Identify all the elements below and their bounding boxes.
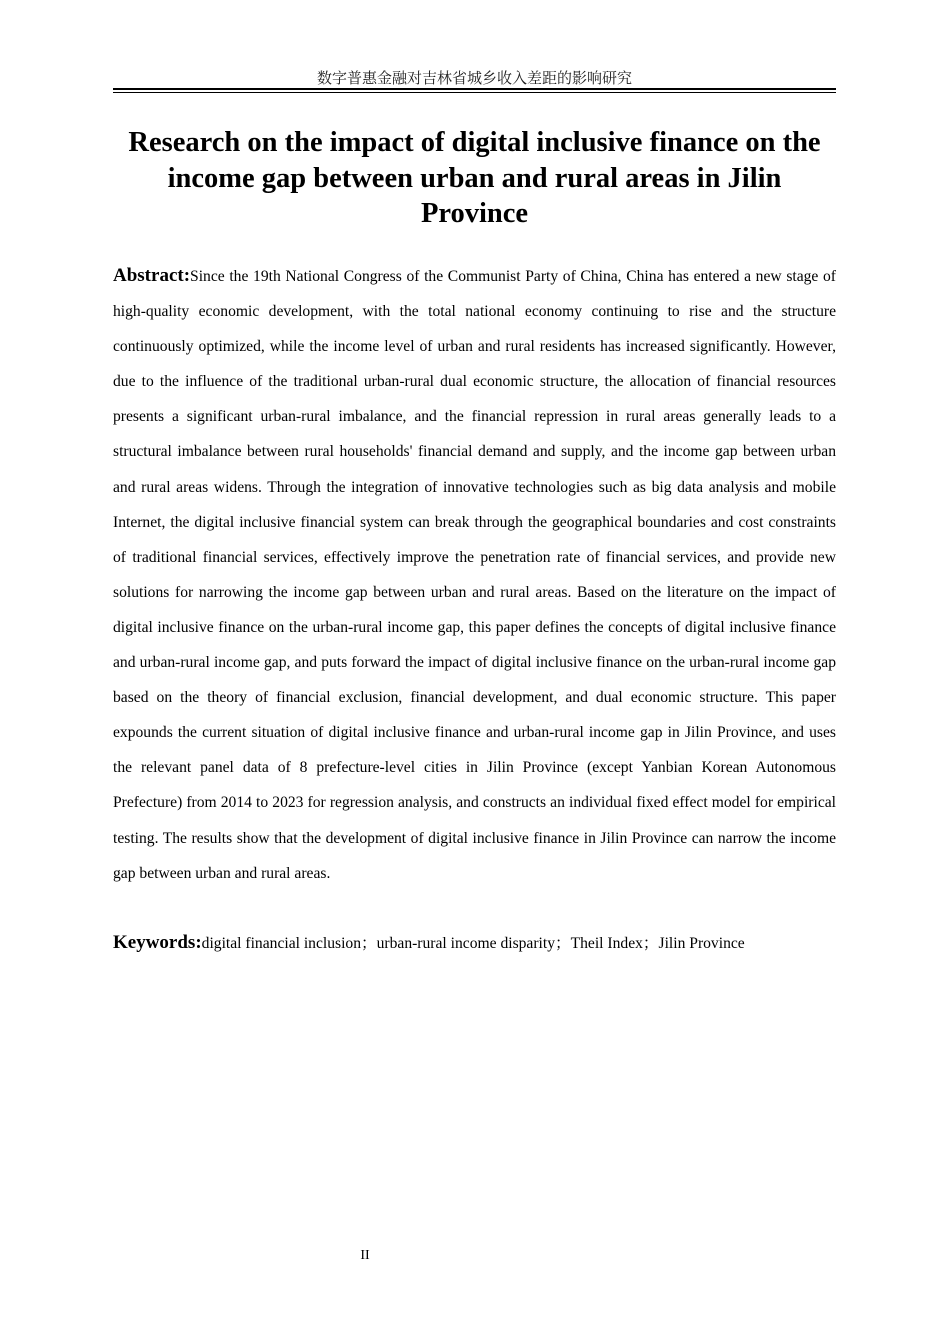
running-header: 数字普惠金融对吉林省城乡收入差距的影响研究 [316, 69, 632, 87]
abstract-paragraph [113, 258, 836, 891]
header-double-rule [113, 88, 836, 93]
keywords-text: digital financial inclusion；urban-rural income disparity；Theil Index；Jilin Province [201, 935, 745, 952]
abstract-text: Since the 19th National Congress of the Communist Party of China, China has entered a new stage of high-quality economic development, with the total national economy continuing to rise and the structure continuously optimized, while the income level of urban and rural residents has increased significantly. However, due to the influence of the traditional urban-rural dual economic structure, the allocation of financial resources presents a significant urban-rural imbalance, and the financial repression in rural areas generally leads to a structural imbalance between rural households' financial demand and supply, and the income gap between urban and rural areas widens. Through the integration of innovative technologies such as big data analysis and mobile Internet, the digital inclusive financial system can break through the geographical boundaries and cost constraints of traditional financial services, effectively improve the penetration rate of financial services, and provide new solutions for narrowing the income gap between urban and rural areas. Based on the literature on the impact of digital inclusive finance on the urban-rural income gap, this paper defines the concepts of digital inclusive finance and urban-rural income gap, and puts forward the impact of digital inclusive finance on the urban-rural income gap based on the theory of financial exclusion, financial development, and dual economic structure. This paper expounds the current situation of digital inclusive finance and urban-rural income gap in Jilin Province, and uses the relevant panel data of 8 prefecture-level cities in Jilin Province (except Yanbian Korean Autonomous Prefecture) from 2014 to 2023 for regression analysis, and constructs an individual fixed effect model for empirical testing. The results show that the development of digital inclusive finance in Jilin Province can narrow the income gap between urban and rural areas. [113, 268, 836, 882]
paper-title: Research on the impact of digital inclusive finance on the income gap between urban and rural areas in Jilin Province [128, 127, 821, 229]
keywords-label: Keywords: [113, 932, 202, 953]
page-number: II [360, 1248, 370, 1263]
abstract-label: Abstract: [113, 265, 191, 286]
keywords-line [113, 925, 836, 961]
